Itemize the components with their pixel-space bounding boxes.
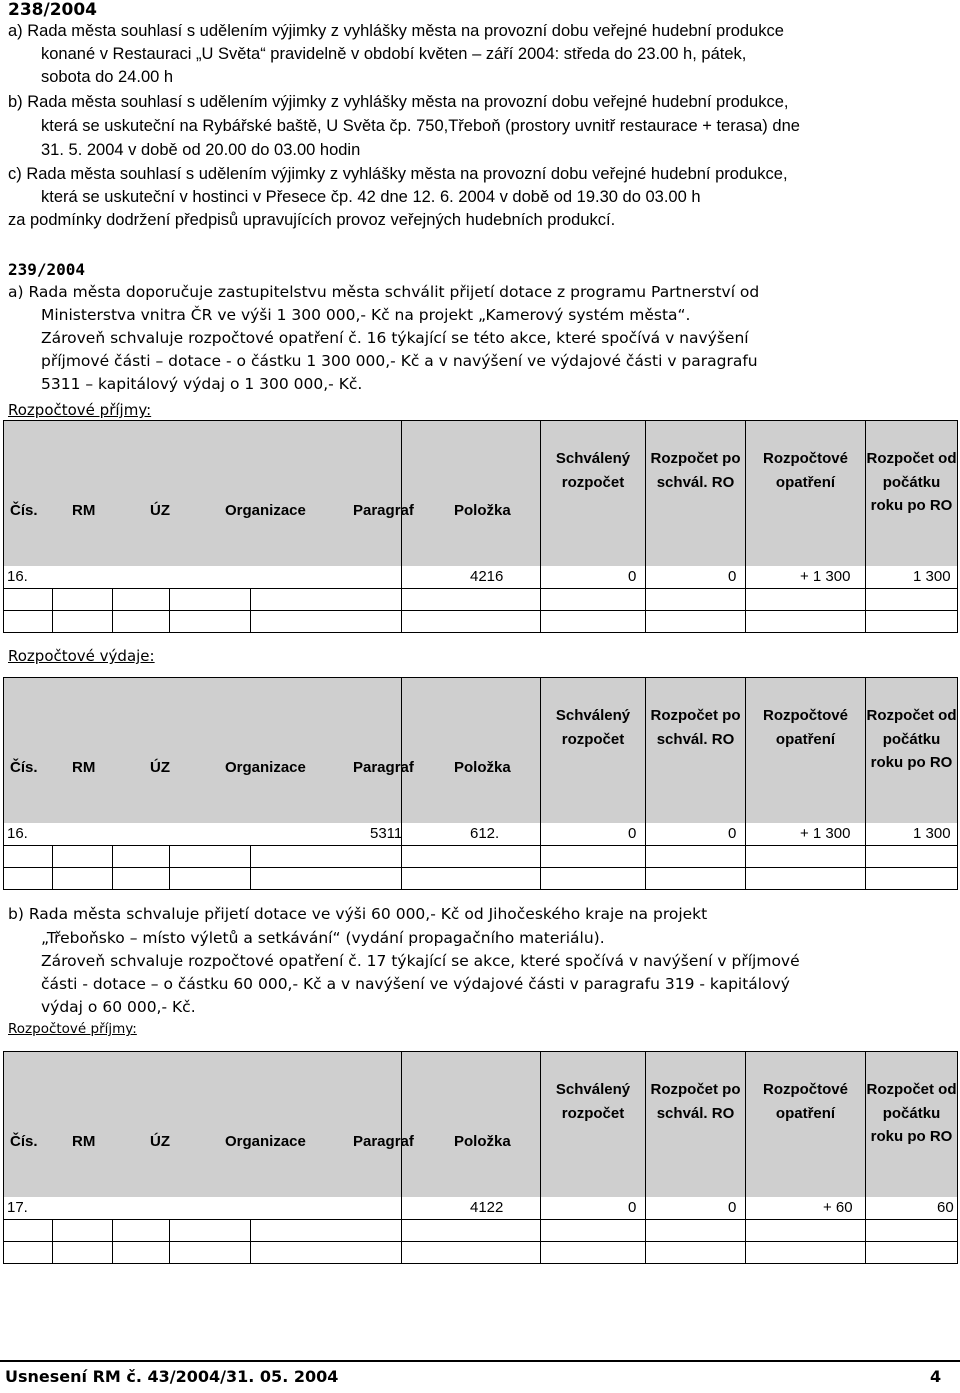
cell-opatreni: + 1 300 (800, 568, 851, 585)
header-po-schval: Rozpočet po schvál. RO (650, 1081, 741, 1122)
cell-opatreni: + 60 (823, 1199, 853, 1216)
budget-table-2-header (3, 677, 958, 824)
header-od-pocatku: Rozpočet od počátku roku po RO (866, 1081, 957, 1145)
header-schvaleny: Schválený rozpočet (555, 1081, 631, 1122)
header-cis: Čís. (10, 502, 38, 519)
header-schvaleny: Schválený rozpočet (555, 450, 631, 491)
resolution-239-b-line3: Zároveň schvaluje rozpočtové opatření č. 17 týkající se akce, které spočívá v navýšení v příjmové (41, 952, 800, 970)
cell-polozka: 612. (470, 825, 500, 842)
cell-paragraf: 5311 (370, 825, 403, 842)
header-opatreni: Rozpočtové opatření (762, 450, 848, 491)
header-od-pocatku: Rozpočet od počátku roku po RO (866, 450, 957, 514)
header-cis: Čís. (10, 759, 38, 776)
header-opatreni: Rozpočtové opatření (762, 1081, 848, 1122)
cell-po-schval: 0 (728, 568, 737, 585)
cell-od-pocatku: 1 300 (913, 825, 951, 842)
header-rm: RM (72, 1133, 96, 1150)
header-polozka: Položka (454, 502, 511, 519)
header-polozka: Položka (454, 759, 511, 776)
resolution-239-b-line4: části - dotace – o částku 60 000,- Kč a v navýšení ve výdajové části v paragrafu 319 - kapitálový (41, 975, 790, 993)
cell-cis: 17. (7, 1199, 28, 1216)
page-number: 4 (930, 1367, 942, 1386)
resolution-number-238: 238/2004 (8, 0, 98, 20)
header-paragraf: Paragraf (353, 759, 414, 776)
resolution-number-239: 239/2004 (8, 260, 86, 279)
cell-po-schval: 0 (728, 1199, 737, 1216)
cell-schvaleny: 0 (628, 568, 637, 585)
header-opatreni: Rozpočtové opatření (762, 707, 848, 748)
header-paragraf: Paragraf (353, 1133, 414, 1150)
table-row-empty (3, 846, 958, 868)
cell-od-pocatku: 60 (937, 1199, 954, 1216)
header-organizace: Organizace (225, 1133, 306, 1150)
resolution-238-c-line2: která se uskuteční v hostinci v Přesece čp. 42 dne 12. 6. 2004 v době od 19.30 do 03.00 h (41, 188, 701, 206)
header-organizace: Organizace (225, 502, 306, 519)
resolution-238-b-line1: b) Rada města souhlasí s udělením výjimky z vyhlášky města na provozní dobu veřejné hudební produkce, (8, 93, 789, 111)
cell-od-pocatku: 1 300 (913, 568, 951, 585)
cell-schvaleny: 0 (628, 1199, 637, 1216)
table-row (3, 566, 958, 589)
footer-rule (0, 1360, 960, 1362)
header-uz: ÚZ (150, 502, 170, 519)
expense-label: Rozpočtové výdaje: (8, 647, 155, 665)
table-row-empty (3, 868, 958, 890)
resolution-238-a-line3: sobota do 24.00 h (41, 68, 174, 86)
header-po-schval: Rozpočet po schvál. RO (650, 450, 741, 491)
budget-table-3-header (3, 1051, 958, 1198)
resolution-239-b-line2: „Třeboňsko – místo výletů a setkávání“ (vydání propagačního materiálu). (41, 929, 605, 947)
resolution-238-b-line3: 31. 5. 2004 v době od 20.00 do 03.00 hodin (41, 141, 361, 159)
cell-cis: 16. (7, 568, 28, 585)
header-po-schval: Rozpočet po schvál. RO (650, 707, 741, 748)
table-row (3, 1197, 958, 1220)
resolution-239-a-line2: Ministerstva vnitra ČR ve výši 1 300 000,- Kč na projekt „Kamerový systém města“. (41, 306, 691, 324)
header-paragraf: Paragraf (353, 502, 414, 519)
income-label-1: Rozpočtové příjmy: (8, 401, 152, 419)
cell-opatreni: + 1 300 (800, 825, 851, 842)
header-uz: ÚZ (150, 759, 170, 776)
table-row-empty (3, 589, 958, 611)
cell-paragraf: 4216 (470, 568, 504, 585)
cell-schvaleny: 0 (628, 825, 637, 842)
table-row (3, 823, 958, 846)
header-rm: RM (72, 502, 96, 519)
resolution-239-a-line5: 5311 – kapitálový výdaj o 1 300 000,- Kč. (41, 375, 363, 393)
resolution-238-a-line2: konané v Restauraci „U Světa“ pravidelně v období květen – září 2004: středa do 23.00 h, pátek, (41, 45, 747, 63)
header-schvaleny: Schválený rozpočet (555, 707, 631, 748)
footer-title: Usnesení RM č. 43/2004/31. 05. 2004 (5, 1367, 339, 1386)
header-cis: Čís. (10, 1133, 38, 1150)
table-row-empty (3, 1220, 958, 1242)
header-rm: RM (72, 759, 96, 776)
resolution-239-b-line5: výdaj o 60 000,- Kč. (41, 998, 196, 1016)
budget-table-1-header (3, 420, 958, 567)
resolution-239-a-line4: příjmové části – dotace - o částku 1 300 000,- Kč a v navýšení ve výdajové části v paragrafu (41, 352, 758, 370)
resolution-239-a-line3: Zároveň schvaluje rozpočtové opatření č. 16 týkající se této akce, které spočívá v navýšení (41, 329, 749, 347)
header-od-pocatku: Rozpočet od počátku roku po RO (866, 707, 957, 771)
resolution-238-b-line2: která se uskuteční na Rybářské baště, U Světa čp. 750,Třeboň (prostory uvnitř restaurace + terasa) dne (41, 117, 800, 135)
resolution-239-b-line1: b) Rada města schvaluje přijetí dotace ve výši 60 000,- Kč od Jihočeského kraje na projekt (8, 905, 708, 923)
resolution-239-a-line1: a) Rada města doporučuje zastupitelstvu města schválit přijetí dotace z programu Partnerství od (8, 283, 760, 301)
cell-po-schval: 0 (728, 825, 737, 842)
table-row-empty (3, 1242, 958, 1264)
header-organizace: Organizace (225, 759, 306, 776)
header-polozka: Položka (454, 1133, 511, 1150)
resolution-238-a-line1: a) Rada města souhlasí s udělením výjimky z vyhlášky města na provozní dobu veřejné hudební produkce (8, 22, 784, 40)
cell-cis: 16. (7, 825, 28, 842)
income-label-2: Rozpočtové příjmy: (8, 1021, 137, 1037)
table-row-empty (3, 611, 958, 633)
resolution-238-c-line1: c) Rada města souhlasí s udělením výjimky z vyhlášky města na provozní dobu veřejné hudební produkce, (8, 165, 788, 183)
resolution-238-c-line3: za podmínky dodržení předpisů upravujících provoz veřejných hudebních produkcí. (8, 211, 616, 229)
header-uz: ÚZ (150, 1133, 170, 1150)
cell-paragraf: 4122 (470, 1199, 504, 1216)
